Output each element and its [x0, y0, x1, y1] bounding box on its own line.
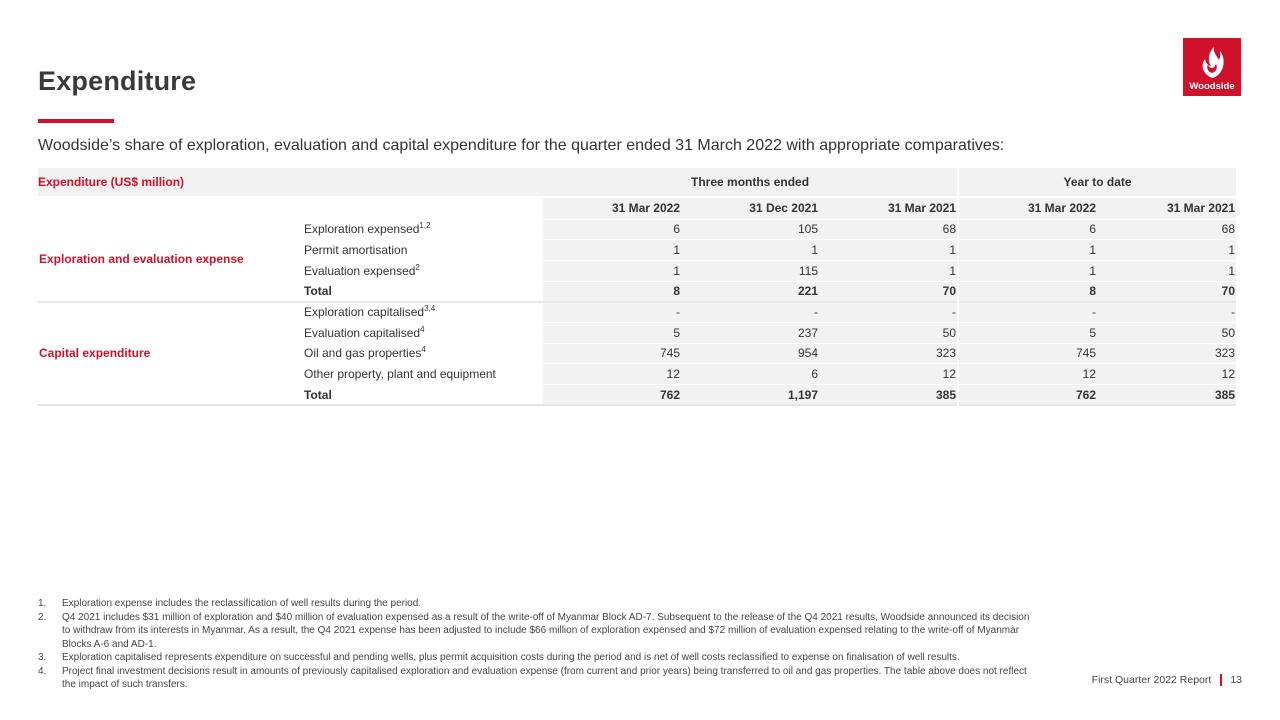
table-cell: 12: [543, 364, 681, 385]
row-label: Exploration capitalised$^{3,4}$: [303, 302, 543, 323]
logo-wordmark: Woodside: [1189, 81, 1235, 92]
column-header: 31 Mar 2021: [1097, 197, 1236, 219]
table-cell: 50: [1097, 322, 1236, 343]
column-header: 31 Mar 2021: [819, 197, 957, 219]
table-cell: 1: [819, 240, 957, 261]
row-label: Other property, plant and equipment: [303, 364, 543, 385]
footnote: [38, 597, 1038, 611]
table-cell: 221: [681, 281, 819, 302]
table-cell: 1: [543, 260, 681, 281]
footnotes: [38, 597, 1038, 692]
table-cell: 12: [819, 364, 957, 385]
table-cell: -: [1097, 302, 1236, 323]
table-cell: 6: [681, 364, 819, 385]
table-cell: 1,197: [681, 385, 819, 406]
table-cell: 385: [819, 385, 957, 406]
table-cell: 1: [681, 240, 819, 261]
table-group-header-row: [38, 168, 1236, 197]
row-label: Evaluation capitalised$^4$: [303, 322, 543, 343]
table-cell: 6: [543, 219, 681, 240]
table-cell: 68: [819, 219, 957, 240]
footnote-text: Q4 2021 includes $31 million of exploration and $40 million of evaluation expensed as a result of the write-off of Myanmar Block AD-7. Subsequent to the release of the Q4 2021 results, Woodside announced its decision to withdraw from its interests in Myanmar. As a result, the Q4 2021 expense has been adjusted to include $66 million of exploration expensed and $72 million of evaluation expensed relating to the write-off of Myanmar Blocks A-6 and AD-1.: [62, 611, 1030, 650]
table-cell: 8: [959, 281, 1097, 302]
woodside-flame-icon: [1197, 44, 1227, 80]
column-header: 31 Mar 2022: [543, 197, 681, 219]
table-cell: 12: [1097, 364, 1236, 385]
table-cell: 1: [959, 260, 1097, 281]
table-cell: -: [959, 302, 1097, 323]
table-cell: 385: [1097, 385, 1236, 406]
table-cell: 762: [543, 385, 681, 406]
page-title: Expenditure: [38, 66, 197, 96]
page-subtitle: Woodside’s share of exploration, evaluation and capital expenditure for the quarter ended 31 March 2022 with appropriate comparatives:: [38, 137, 1005, 154]
footnote-text: Exploration capitalised represents expenditure on successful and pending wells, plus permit acquisition costs during the period and is net of well costs reclassified to expense on finalisation of well results.: [62, 652, 960, 663]
footnote-number: 2.: [38, 611, 47, 623]
table-cell: 1: [543, 240, 681, 261]
section-category-label: Exploration and evaluation expense: [38, 219, 303, 302]
group-header-year-to-date: Year to date: [959, 168, 1236, 197]
woodside-logo: [1183, 38, 1241, 96]
footnote-number: 3.: [38, 652, 47, 663]
footnote: [38, 611, 1038, 652]
column-header: 31 Dec 2021: [681, 197, 819, 219]
row-label: Evaluation expensed$^2$: [303, 260, 543, 281]
footer-divider: [1220, 674, 1222, 686]
row-label: Total: [303, 281, 543, 302]
table-cell: 12: [959, 364, 1097, 385]
table-cell: -: [819, 302, 957, 323]
table-cell: 323: [819, 343, 957, 364]
expenditure-table: [38, 168, 1236, 406]
table-cell: 1: [819, 260, 957, 281]
page-number: 13: [1230, 674, 1242, 686]
section-category-label: Capital expenditure: [38, 302, 303, 405]
table-cell: 70: [1097, 281, 1236, 302]
table-row: [38, 302, 1236, 323]
table-cell: -: [681, 302, 819, 323]
table-cell: 8: [543, 281, 681, 302]
table-cell: 1: [1097, 260, 1236, 281]
expenditure-table-container: [38, 168, 1236, 406]
footnote: [38, 651, 1038, 665]
table-cell: 762: [959, 385, 1097, 406]
table-cell: 323: [1097, 343, 1236, 364]
table-cell: 5: [959, 322, 1097, 343]
table-column-header-row: [38, 197, 1236, 219]
table-cell: 105: [681, 219, 819, 240]
row-label: Exploration expensed$^{1,2}$: [303, 219, 543, 240]
footnote: [38, 665, 1038, 692]
row-label: Total: [303, 385, 543, 406]
table-row: [38, 219, 1236, 240]
table-cell: 115: [681, 260, 819, 281]
group-header-three-months: Three months ended: [543, 168, 957, 197]
table-cell: 1: [1097, 240, 1236, 261]
table-cell: 745: [959, 343, 1097, 364]
table-cell: 1: [959, 240, 1097, 261]
table-cell: -: [543, 302, 681, 323]
row-label: Permit amortisation: [303, 240, 543, 261]
report-name: First Quarter 2022 Report: [1091, 674, 1212, 686]
table-cell: 5: [543, 322, 681, 343]
table-cell: 745: [543, 343, 681, 364]
page-footer: [1092, 674, 1242, 686]
table-cell: 954: [681, 343, 819, 364]
table-label: Expenditure (US$ million): [38, 168, 543, 197]
footnote-text: Exploration expense includes the reclassification of well results during the period.: [62, 598, 422, 609]
title-underline: [38, 119, 114, 123]
table-cell: 237: [681, 322, 819, 343]
table-cell: 68: [1097, 219, 1236, 240]
footnote-number: 4.: [38, 665, 47, 677]
table-cell: 50: [819, 322, 957, 343]
column-header: 31 Mar 2022: [959, 197, 1097, 219]
table-cell: 70: [819, 281, 957, 302]
footnote-number: 1.: [38, 598, 47, 609]
row-label: Oil and gas properties$^4$: [303, 343, 543, 364]
footnote-text: Project final investment decisions result in amounts of previously capitalised exploration and evaluation expense (from current and prior years) being transferred to oil and gas properties. The table above does not reflect the impact of such transfers.: [62, 665, 1027, 690]
table-cell: 6: [959, 219, 1097, 240]
